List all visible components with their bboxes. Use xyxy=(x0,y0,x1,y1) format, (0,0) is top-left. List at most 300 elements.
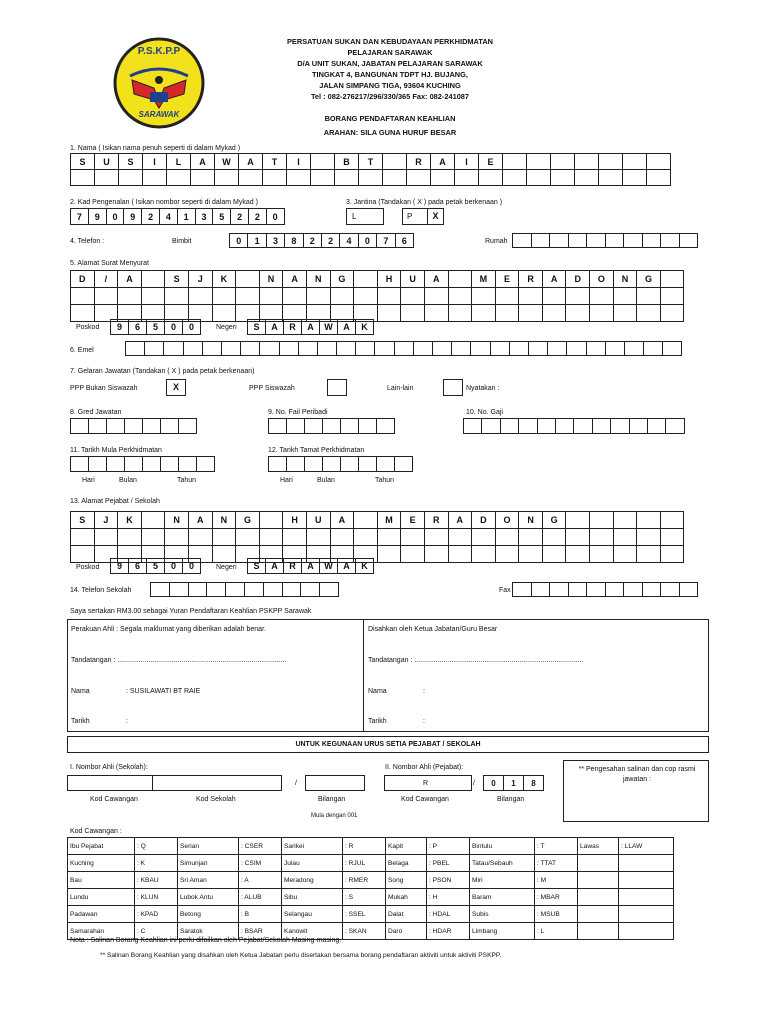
kod-code xyxy=(619,923,674,940)
sekolah-kod-box[interactable] xyxy=(152,775,282,791)
fax-boxes[interactable] xyxy=(512,582,698,597)
char-box: W xyxy=(319,319,338,335)
nota-2: ** Salinan Borang Keahlian yang disahkan oleh Ketua Jabatan perlu disertakan bersama borang pendaftaran aktiviti untuk aktiviti PSKPP. xyxy=(100,952,502,959)
char-box xyxy=(377,545,402,563)
kod-row xyxy=(68,889,674,906)
char-box xyxy=(512,582,532,597)
char-box xyxy=(238,169,263,186)
jantina-p-box[interactable] xyxy=(402,208,428,225)
mula-bulan: Bulan xyxy=(119,477,137,484)
char-box xyxy=(542,528,567,546)
char-box xyxy=(518,528,543,546)
char-box xyxy=(448,545,473,563)
char-box xyxy=(613,511,638,529)
label-gred: 8. Gred Jawatan xyxy=(70,409,122,416)
char-box: S xyxy=(118,153,143,170)
jantina-l: L xyxy=(352,212,357,221)
kod-code: : H xyxy=(427,889,470,906)
char-box: S xyxy=(247,319,266,335)
kod-place: Lubok Antu xyxy=(178,889,239,906)
kod-place xyxy=(578,923,619,940)
char-box xyxy=(330,528,355,546)
fee-statement: Saya sertakan RM3.00 sebagai Yuran Pendaftaran Keahlian PSKPP Sarawak xyxy=(70,608,312,615)
kod-code: : L xyxy=(535,923,578,940)
char-box xyxy=(642,582,662,597)
char-box xyxy=(605,582,625,597)
char-box xyxy=(306,287,331,305)
char-box: A xyxy=(430,153,455,170)
char-box xyxy=(636,545,661,563)
kod-place: Lawas xyxy=(578,838,619,855)
tamat-bulan: Bulan xyxy=(317,477,335,484)
kod-code: : SKAN xyxy=(343,923,386,940)
char-box: N xyxy=(306,270,331,288)
char-box xyxy=(88,456,107,472)
label-bimbit: Bimbit xyxy=(172,238,192,245)
kod-row xyxy=(68,872,674,889)
tandatangan-ketua[interactable]: Tandatangan : ....................................................................................... xyxy=(368,657,584,664)
char-box xyxy=(424,287,449,305)
char-box: R xyxy=(283,319,302,335)
char-box xyxy=(286,169,311,186)
char-box xyxy=(70,287,95,305)
label-tarikh-ketua: Tarikh xyxy=(368,718,387,725)
char-box xyxy=(451,341,471,356)
char-box xyxy=(282,287,307,305)
header-line: Tel : 082-276217/296/330/365 Fax: 082-241087 xyxy=(310,92,470,101)
char-box xyxy=(565,304,590,322)
kod-code: : CSIM xyxy=(239,855,282,872)
char-box xyxy=(589,287,614,305)
jantina-mark-box[interactable] xyxy=(427,208,444,225)
kod-place: Sri Aman xyxy=(178,872,239,889)
char-box: 2 xyxy=(141,208,160,225)
bilangan-digit: 8 xyxy=(523,775,544,791)
kod-code: : S xyxy=(343,889,386,906)
kod-place: Belaga xyxy=(386,855,427,872)
char-box: L xyxy=(166,153,191,170)
char-box xyxy=(106,418,125,434)
char-box xyxy=(259,341,279,356)
char-box xyxy=(495,545,520,563)
char-box xyxy=(150,582,170,597)
kod-place: Julau xyxy=(282,855,343,872)
kod-place: Daro xyxy=(386,923,427,940)
char-box xyxy=(235,528,260,546)
char-box: A xyxy=(282,270,307,288)
char-box xyxy=(190,169,215,186)
char-box: D xyxy=(471,511,496,529)
char-box xyxy=(518,418,537,434)
char-box: K xyxy=(117,511,142,529)
char-box: A xyxy=(301,558,320,574)
char-box xyxy=(382,153,407,170)
kod-place: Sarikei xyxy=(282,838,343,855)
char-box xyxy=(542,304,567,322)
char-box: A xyxy=(542,270,567,288)
char-box xyxy=(448,270,473,288)
char-box: U xyxy=(94,153,119,170)
char-box xyxy=(646,153,671,170)
kod-code: : B xyxy=(239,906,282,923)
kod-place: Bau xyxy=(68,872,135,889)
char-box xyxy=(106,456,125,472)
header-line: PELAJARAN SARAWAK xyxy=(347,48,433,57)
char-box: U xyxy=(400,270,425,288)
char-box xyxy=(647,418,666,434)
char-box: / xyxy=(94,270,119,288)
char-box: R xyxy=(424,511,449,529)
tandatangan-ahli[interactable]: Tandatangan : ....................................................................................... xyxy=(71,657,287,664)
char-box xyxy=(478,169,503,186)
header-line: TINGKAT 4, BANGUNAN TDPT HJ. BUJANG, xyxy=(312,70,468,79)
tarikh-tamat-boxes[interactable] xyxy=(268,456,413,472)
char-box: T xyxy=(262,153,287,170)
kod-place: Mukah xyxy=(386,889,427,906)
label-nombor-sekolah: I. Nombor Ahli (Sekolah): xyxy=(70,764,148,771)
label-telefon-sekolah: 14. Telefon Sekolah xyxy=(70,587,132,594)
sekolah-cawangan-box[interactable] xyxy=(67,775,153,791)
char-box: E xyxy=(400,511,425,529)
kod-code: : HDAR xyxy=(427,923,470,940)
char-box xyxy=(214,169,239,186)
pejabat-negeri-letters[interactable] xyxy=(247,558,374,574)
char-box xyxy=(94,287,119,305)
char-box xyxy=(490,341,510,356)
char-box xyxy=(206,582,226,597)
char-box xyxy=(568,582,588,597)
gred-boxes[interactable] xyxy=(70,418,197,434)
telefon-sekolah-boxes[interactable] xyxy=(150,582,339,597)
char-box: R xyxy=(406,153,431,170)
char-box xyxy=(322,456,341,472)
char-box: N xyxy=(259,270,284,288)
char-box xyxy=(212,545,237,563)
char-box: D xyxy=(565,270,590,288)
nama-ahli-value: : SUSILAWATI BT RAIE xyxy=(126,688,201,695)
negeri-letters[interactable] xyxy=(247,319,374,335)
kod-place: Limbang xyxy=(470,923,535,940)
char-box xyxy=(555,418,574,434)
char-box xyxy=(430,169,455,186)
char-box: 4 xyxy=(159,208,178,225)
char-box: 9 xyxy=(88,208,107,225)
char-box: J xyxy=(94,511,119,529)
tarikh-mula-boxes[interactable] xyxy=(70,456,215,472)
char-box xyxy=(589,528,614,546)
char-box: 0 xyxy=(106,208,125,225)
char-box xyxy=(306,528,331,546)
char-box xyxy=(660,304,685,322)
bilangan-digit: 0 xyxy=(483,775,504,791)
label-nama-ahli: Nama xyxy=(71,688,90,695)
char-box: 0 xyxy=(182,558,201,574)
char-box xyxy=(574,169,599,186)
char-box xyxy=(610,418,629,434)
char-box: M xyxy=(471,270,496,288)
char-box xyxy=(70,169,95,186)
char-box: A xyxy=(117,270,142,288)
label-ic: 2. Kad Pengenalan ( Isikan nombor seperti di dalam Mykad ) xyxy=(70,199,258,206)
char-box xyxy=(665,418,684,434)
char-box xyxy=(432,341,452,356)
mula-hari: Hari xyxy=(82,477,95,484)
char-box xyxy=(300,582,320,597)
char-box xyxy=(141,270,166,288)
char-box: 0 xyxy=(164,319,183,335)
char-box: R xyxy=(518,270,543,288)
char-box xyxy=(622,153,647,170)
char-box: W xyxy=(214,153,239,170)
bilangan-digit: 1 xyxy=(503,775,524,791)
kod-code: : A xyxy=(239,872,282,889)
char-box xyxy=(358,418,377,434)
opt-bukan-siswazah-box[interactable] xyxy=(166,379,186,396)
jantina-p: P xyxy=(407,212,413,221)
kod-place: Lundu xyxy=(68,889,135,906)
char-box xyxy=(646,169,671,186)
char-box: 5 xyxy=(212,208,231,225)
kod-place: Sibu xyxy=(282,889,343,906)
char-box xyxy=(310,153,335,170)
label-gelaran: 7. Gelaran Jawatan (Tandakan ( X ) pada petak berkenaan) xyxy=(70,368,255,375)
kod-place: Baram xyxy=(470,889,535,906)
char-box xyxy=(88,418,107,434)
kod-code: : MSUB xyxy=(535,906,578,923)
kod-code: : HDAL xyxy=(427,906,470,923)
char-box xyxy=(622,169,647,186)
char-box: 2 xyxy=(321,233,340,248)
char-box xyxy=(240,341,260,356)
nama-row-1[interactable] xyxy=(70,153,671,170)
char-box xyxy=(178,456,197,472)
kod-cawangan-table xyxy=(67,837,674,940)
header-line: D/A UNIT SUKAN, JABATAN PELAJARAN SARAWAK xyxy=(297,59,483,68)
slash-sekolah: / xyxy=(295,780,297,787)
char-box: 1 xyxy=(247,233,266,248)
char-box: 5 xyxy=(146,319,165,335)
pejabat-bilangan-digits[interactable] xyxy=(483,775,544,791)
kod-row xyxy=(68,838,674,855)
char-box xyxy=(212,528,237,546)
char-box xyxy=(353,511,378,529)
char-box xyxy=(413,341,433,356)
label-rumah: Rumah xyxy=(485,238,508,245)
char-box: 0 xyxy=(266,208,285,225)
kod-code: : ALUB xyxy=(239,889,282,906)
char-box: A xyxy=(337,558,356,574)
char-box xyxy=(377,304,402,322)
header-address xyxy=(250,36,530,102)
kod-place: Kanowit xyxy=(282,923,343,940)
mula-tahun: Tahun xyxy=(177,477,197,484)
char-box xyxy=(500,418,519,434)
char-box xyxy=(166,169,191,186)
char-box: 8 xyxy=(284,233,303,248)
kod-code: : MBAR xyxy=(535,889,578,906)
kod-code xyxy=(619,906,674,923)
pejabat-poskod-digits[interactable] xyxy=(110,558,201,574)
char-box: S xyxy=(247,558,266,574)
char-box xyxy=(574,153,599,170)
char-box: 9 xyxy=(110,319,129,335)
char-box xyxy=(196,456,215,472)
opt-siswazah: PPP Siswazah xyxy=(249,385,295,392)
alamat-row-1[interactable] xyxy=(70,270,684,288)
kod-code: : BSAR xyxy=(239,923,282,940)
bimbit-digits[interactable] xyxy=(229,233,414,248)
char-box: I xyxy=(454,153,479,170)
char-box xyxy=(542,545,567,563)
char-box xyxy=(400,287,425,305)
char-box: R xyxy=(283,558,302,574)
char-box xyxy=(259,287,284,305)
char-box: 0 xyxy=(229,233,248,248)
poskod-digits[interactable] xyxy=(110,319,201,335)
label-nama: 1. Nama ( Isikan nama penuh seperti di dalam Mykad ) xyxy=(70,145,241,152)
instruction: ARAHAN: SILA GUNA HURUF BESAR xyxy=(323,128,457,137)
rumah-digits[interactable] xyxy=(512,233,698,248)
char-box: G xyxy=(636,270,661,288)
char-box xyxy=(334,169,359,186)
pejabat-row-1[interactable] xyxy=(70,511,684,529)
char-box xyxy=(463,418,482,434)
char-box xyxy=(70,418,89,434)
char-box: T xyxy=(358,153,383,170)
char-box: H xyxy=(377,270,402,288)
char-box xyxy=(304,456,323,472)
kod-place: Ibu Pejabat xyxy=(68,838,135,855)
char-box: W xyxy=(319,558,338,574)
char-box xyxy=(565,545,590,563)
char-box: 0 xyxy=(182,319,201,335)
char-box xyxy=(526,153,551,170)
char-box xyxy=(183,341,203,356)
opt-siswazah-box[interactable] xyxy=(327,379,347,396)
label-tarikh-ahli: Tarikh xyxy=(71,718,90,725)
char-box xyxy=(613,545,638,563)
kod-place: Meradong xyxy=(282,872,343,889)
char-box xyxy=(636,287,661,305)
label-jantina: 3. Jantina (Tandakan ( X ) pada petak berkenaan ) xyxy=(346,199,503,206)
slash-pejabat: / xyxy=(473,780,475,787)
char-box xyxy=(376,456,395,472)
char-box xyxy=(304,418,323,434)
char-box xyxy=(660,582,680,597)
char-box: S xyxy=(70,511,95,529)
char-box xyxy=(142,418,161,434)
char-box xyxy=(188,582,208,597)
char-box xyxy=(471,528,496,546)
pejabat-r: R xyxy=(423,780,429,787)
opt-bukan-siswazah: PPP Bukan Siswazah xyxy=(70,385,138,392)
char-box: H xyxy=(282,511,307,529)
opt-lain: Lain-lain xyxy=(387,385,414,392)
kod-code xyxy=(619,889,674,906)
char-box xyxy=(340,456,359,472)
char-box: K xyxy=(355,558,374,574)
char-box xyxy=(448,528,473,546)
char-box: 2 xyxy=(230,208,249,225)
char-box xyxy=(221,341,241,356)
jantina-l-box[interactable] xyxy=(346,208,384,225)
char-box: 4 xyxy=(339,233,358,248)
pengesahan-note: ** Pengesahan salinan dan cop rasmi jawatan : xyxy=(578,766,696,783)
char-box: 9 xyxy=(123,208,142,225)
char-box xyxy=(188,287,213,305)
fail-boxes[interactable] xyxy=(268,418,395,434)
pejabat-label-negeri: Negeri xyxy=(216,564,237,571)
char-box: E xyxy=(478,153,503,170)
label-nama-ketua: Nama xyxy=(368,688,387,695)
kod-place: Tatau/Sebauh xyxy=(470,855,535,872)
alamat-row-2[interactable] xyxy=(70,287,684,305)
char-box xyxy=(144,341,164,356)
char-box xyxy=(374,341,394,356)
kod-code: : CSER xyxy=(239,838,282,855)
char-box xyxy=(298,341,318,356)
char-box: K xyxy=(212,270,237,288)
label-nombor-pejabat: II. Nombor Ahli (Pejabat): xyxy=(385,764,464,771)
char-box xyxy=(70,304,95,322)
char-box xyxy=(613,304,638,322)
char-box xyxy=(225,582,245,597)
char-box xyxy=(573,418,592,434)
char-box xyxy=(495,528,520,546)
char-box xyxy=(549,582,569,597)
nama-ketua-colon: : xyxy=(423,688,425,695)
kod-code: : PSON xyxy=(427,872,470,889)
opt-nyatakan: Nyatakan : xyxy=(466,385,500,392)
label-alamat: 5. Alamat Surat Menyurat xyxy=(70,260,149,267)
char-box xyxy=(202,341,222,356)
kod-code xyxy=(619,872,674,889)
kod-code: : T xyxy=(535,838,578,855)
emel-boxes[interactable] xyxy=(125,341,682,356)
kod-place: Subis xyxy=(470,906,535,923)
char-box xyxy=(124,456,143,472)
char-box xyxy=(94,169,119,186)
pejabat-row-2[interactable] xyxy=(70,528,684,546)
kod-code: : K xyxy=(135,855,178,872)
char-box xyxy=(495,287,520,305)
char-box: O xyxy=(495,511,520,529)
char-box: A xyxy=(301,319,320,335)
kod-code: : C xyxy=(135,923,178,940)
logo-top-text: P.S.K.P.P xyxy=(137,46,181,57)
sekolah-bilangan-box[interactable] xyxy=(305,775,365,791)
char-box: I xyxy=(142,153,167,170)
char-box xyxy=(141,511,166,529)
label-emel: 6. Emel xyxy=(70,347,94,354)
char-box: A xyxy=(424,270,449,288)
ic-digits[interactable] xyxy=(70,208,285,225)
gaji-boxes[interactable] xyxy=(463,418,685,434)
char-box xyxy=(518,545,543,563)
char-box xyxy=(164,528,189,546)
char-box xyxy=(589,511,614,529)
opt-lain-box[interactable] xyxy=(443,379,463,396)
nama-row-2[interactable] xyxy=(70,169,671,186)
char-box: A xyxy=(190,153,215,170)
label-negeri: Negeri xyxy=(216,324,237,331)
declaration-divider xyxy=(363,619,364,732)
char-box: 3 xyxy=(195,208,214,225)
char-box xyxy=(322,418,341,434)
char-box: N xyxy=(518,511,543,529)
char-box: N xyxy=(613,270,638,288)
pejabat-label-poskod: Poskod xyxy=(76,564,100,571)
